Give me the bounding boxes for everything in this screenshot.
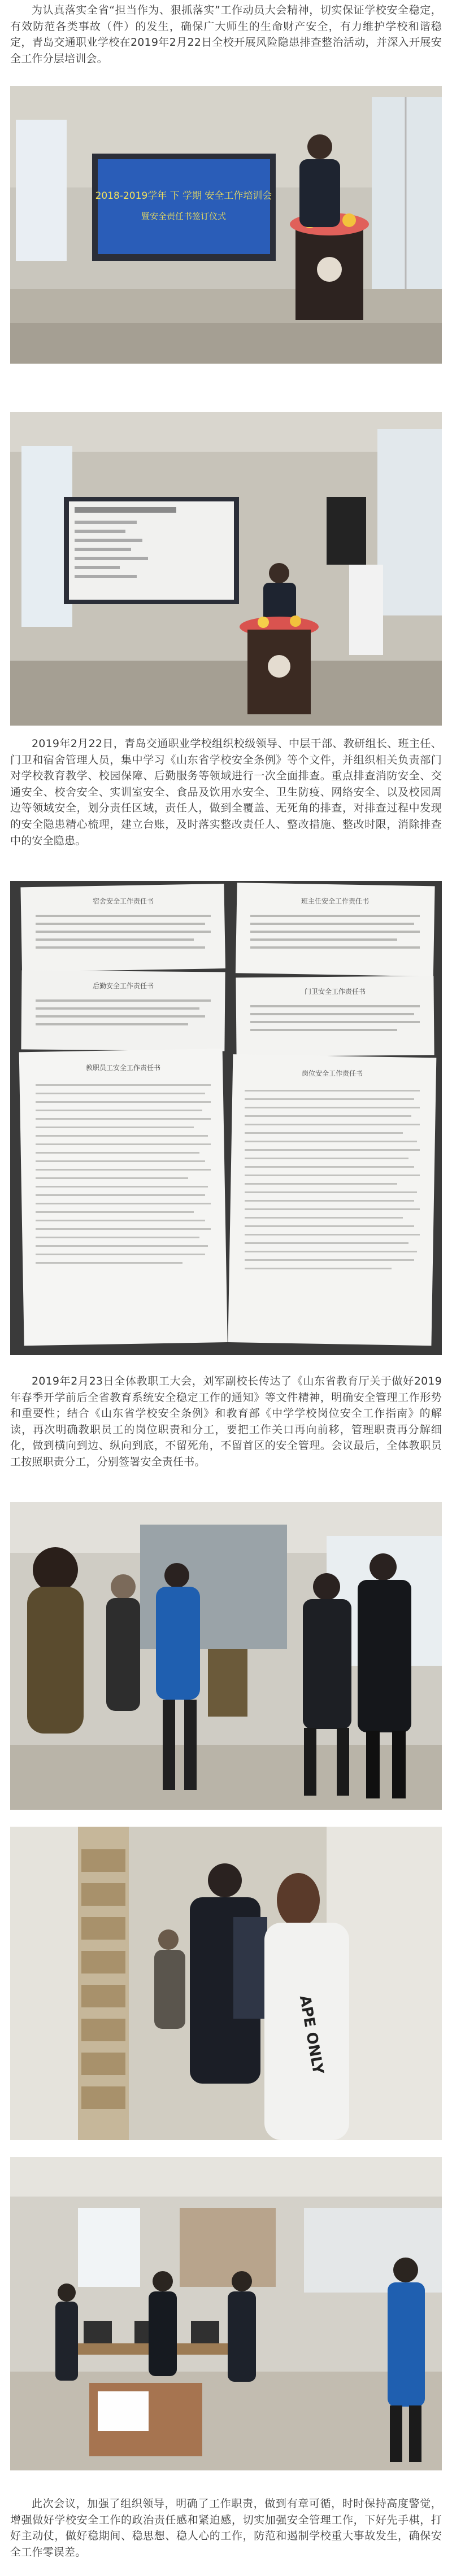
inspection-photo-lab bbox=[10, 2157, 442, 2470]
documents-photo-image bbox=[10, 881, 442, 1355]
training-paragraph: 2019年2月22日，青岛交通职业学校组织校级领导、中层干部、教研组长、班主任、门卫和宿舍管理人员，集中学习《山东省学校安全条例》等个文件，并组织相关负责部门对学校教育教学、校园保障、后勤服务等领域进行一次全面排查。重点排查消防安全、交通安全、校舍安全、实训室安全、食品及饮用水安全、卫生防疫、网络安全、以及校园周边等领域安全，划分责任区域，责任人，做到全覆盖、无死角的排查，对排查过程中发现的安全隐患精心梳理，建立台账，及时落实整改责任人、整改措施、整改时限，消除排查中的安全隐患。 bbox=[10, 737, 442, 847]
meeting-photo-podium-image bbox=[10, 412, 442, 726]
inspection-photo-archive-image bbox=[10, 1827, 442, 2140]
documents-photo bbox=[10, 881, 442, 1355]
inspection-photo-lab-image bbox=[10, 2157, 442, 2470]
document-title-1: 宿舍安全工作责任书 bbox=[92, 897, 154, 905]
document-title-2: 班主任安全工作责任书 bbox=[301, 897, 370, 905]
document-title-6: 岗位安全工作责任书 bbox=[301, 1069, 363, 1077]
inspection-photo-group bbox=[10, 1502, 442, 1810]
staff-meeting-paragraph: 2019年2月23日全体教职工大会，刘军副校长传达了《山东省教育厅关于做好2019 年春季开学前后全省教育系统安全稳定工作的通知》等文件精神，明确安全管理工作形势和重要性；结合《山东省学校安全条例》和教育部《中学学校岗位安全工作指南》的解读，再次明确教职员工的岗位职责和分工，要把工作关口再向前移，管理职责再分解细化，做到横向到边、纵向到底，不留死角，不留首区的安全管理。会议最后，全体教职员工按照职责分工，分别签署安全责任书。 bbox=[10, 1375, 442, 1468]
document-title-3: 后勤安全工作责任书 bbox=[92, 982, 154, 990]
closing-paragraph: 此次会议，加强了组织领导，明确了工作职责，做到有章可循，时时保持高度警觉，增强做好学校安全工作的政治责任感和紧迫感，切实加强安全管理工作，下好先手棋，打好主动仗，做好稳期间、稳思想、稳人心的工作，防范和遏制学校重大事故发生，确保安全工作零误差。 bbox=[10, 2498, 442, 2558]
meeting-photo-presenter bbox=[10, 86, 442, 364]
meeting-photo-podium bbox=[10, 412, 442, 726]
shirt-text: APE ONLY bbox=[295, 1994, 327, 2076]
document-title-4: 门卫安全工作责任书 bbox=[304, 988, 366, 996]
document-title-5: 教职员工安全工作责任书 bbox=[85, 1064, 161, 1072]
inspection-photo-group-image bbox=[10, 1502, 442, 1810]
slide-subtitle: 暨安全责任书签订仪式 bbox=[141, 211, 227, 221]
meeting-photo-presenter-image bbox=[10, 86, 442, 364]
intro-paragraph: 为认真落实全省“担当作为、狠抓落实”工作动员大会精神，切实保证学校安全稳定，有效防范各类事故（件）的发生，确保广大师生的生命财产安全，有力维护学校和谐稳定，青岛交通职业学校在2019年2月22日全校开展风险隐患排查整治活动，并深入开展安全工作分层培训会。 bbox=[10, 4, 442, 65]
inspection-photo-archive bbox=[10, 1827, 442, 2140]
slide-title: 2018-2019学年 下 学期 安全工作培训会 bbox=[95, 190, 272, 202]
